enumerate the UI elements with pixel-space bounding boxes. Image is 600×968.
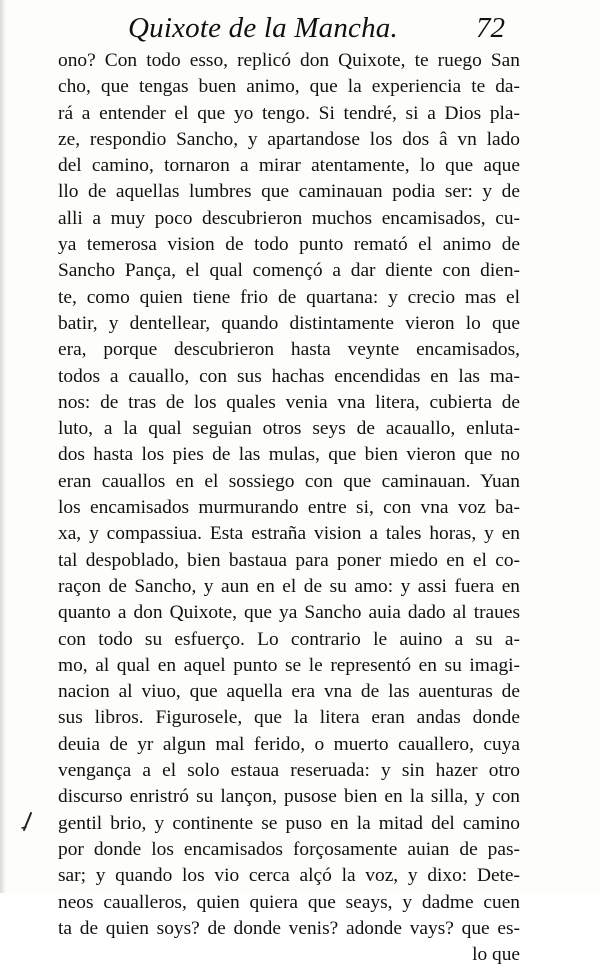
text-line: raçon de Sancho, y aun en el de su amo: y assi fuera en [58,575,520,597]
text-line: gentil brio, y continente se puso en la mitad del camino [58,812,520,834]
text-line: Sancho Pança, el qual començó a dar diente con dien- [58,260,520,282]
catchword: lo que [472,944,520,966]
text-line: ze, respondio Sancho, y apartandose los dos â vn lado [58,128,520,150]
text-line: ono? Con todo esso, replicó don Quixote, te ruego San [58,50,520,71]
text-line: sar; y quando los vio cerca alçó la voz, y dixo: Dete- [58,865,520,887]
text-line: batir, y dentellear, quando distintamente vieron lo que [58,312,520,334]
text-line: todos a cauallo, con sus hachas encendidas en las ma- [58,365,520,387]
page-edge-shadow [0,0,6,893]
text-line: cho, que tengas buen animo, que la experiencia te da- [58,76,520,98]
text-line: alli a muy poco descubrieron muchos encamisados, cu- [58,207,520,229]
text-line: nos: de tras de los quales venia vna litera, cubierta de [58,391,520,413]
text-line: vengança a el solo estaua reseruada: y sin hazer otro [58,760,520,782]
text-line: por donde los encamisados forçosamente auian de pas- [58,838,520,860]
text-line: rá a entender el que yo tengo. Si tendré, si a Dios pla- [58,102,520,124]
text-line: deuia de yr algun mal ferido, o muerto cauallero, cuya [58,733,520,755]
text-line: luto, a la qual seguian otros seys de acauallo, enluta- [58,418,520,440]
text-line: llo de aquellas lumbres que caminauan podia ser: y de [58,181,520,203]
running-head: Quixote de la Mancha. [128,12,398,44]
body-text [58,48,520,968]
text-line: mo, al qual en aquel punto se le representó en su imagi- [58,654,520,676]
text-line: tal despoblado, bien bastaua para poner miedo en el co- [58,549,520,571]
text-line: ta de quien soys? de donde venis? adonde vays? que es- [58,917,520,939]
text-line: dos hasta los pies de las mulas, que bien vieron que no [58,444,520,466]
text-line: con todo su esfuerço. Lo contrario le auino a su a- [58,628,520,650]
page-number: 72 [476,12,505,44]
text-line: quanto a don Quixote, que ya Sancho auia dado al traues [58,602,520,624]
ink-mark [20,810,38,832]
text-line: los encamisados murmurando entre si, con vna voz ba- [58,497,520,519]
text-line: era, porque descubrieron hasta veynte encamisados, [58,339,520,361]
text-line: te, como quien tiene frio de quartana: y crecio mas el [58,286,520,308]
text-line: sus libros. Figurosele, que la litera eran andas donde [58,707,520,729]
text-line: xa, y compassiua. Esta estraña vision a tales horas, y en [58,523,520,545]
text-line: nacion al viuo, que aquella era vna de las auenturas de [58,681,520,703]
text-line: ya temerosa vision de todo punto remató el animo de [58,234,520,256]
page-header [0,10,600,50]
text-line: discurso enristró su lançon, pusose bien en la silla, y con [58,786,520,808]
text-line: eran cauallos en el sossiego con que caminauan. Yuan [58,470,520,492]
text-line: del camino, tornaron a mirar atentamente, lo que aque [58,155,520,177]
text-line: neos caualleros, quien quiera que seays, y dadme cuen [58,891,520,913]
